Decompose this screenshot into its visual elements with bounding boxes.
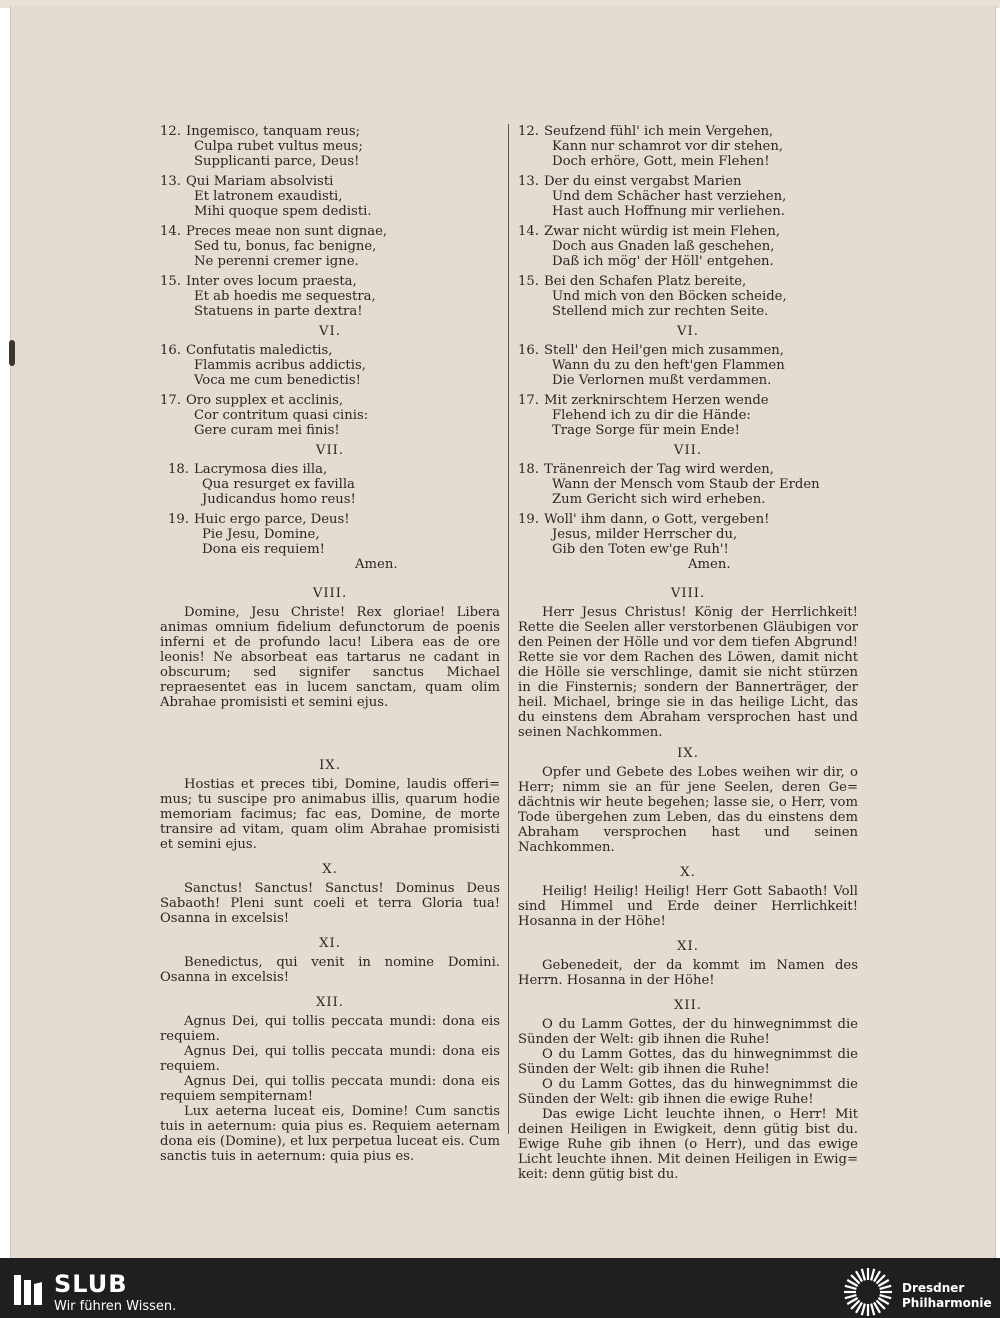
verse-line: Jesus, milder Herrscher du, (552, 527, 738, 542)
stanza (168, 512, 500, 557)
stanza-number: 19. (518, 512, 539, 527)
verse-line: Stellend mich zur rechten Seite. (552, 304, 769, 319)
verse-line: Seufzend fühl' ich mein Vergehen, (544, 124, 774, 139)
verse-line: Gere curam mei finis! (194, 423, 340, 438)
stanza-number: 13. (518, 174, 539, 189)
verse-line: Woll' ihm dann, o Gott, vergeben! (544, 512, 770, 527)
latin-stanzas-16-17 (160, 343, 500, 438)
stanza (518, 224, 858, 269)
stanza (518, 124, 858, 169)
verse-line: Oro supplex et acclinis, (186, 393, 344, 408)
verse-line: Flehend ich zu dir die Hände: (552, 408, 751, 423)
verse-line: Gib den Toten ew'ge Ruh'! (552, 542, 729, 557)
verse-line: Et ab hoedis me sequestra, (194, 289, 376, 304)
stanza (518, 174, 858, 219)
slub-logo-text[interactable]: SLUB (54, 1270, 128, 1298)
stanza (160, 343, 500, 388)
verse-line: Der du einst vergabst Marien (544, 174, 742, 189)
verse-line: Lacrymosa dies illa, (194, 462, 328, 477)
section-heading-xii: XII. (674, 998, 702, 1013)
stanza-number: 19. (168, 512, 189, 527)
logo-ray (862, 1269, 865, 1281)
paragraph-xii-2: O du Lamm Gottes, das du hinwegnimmst die Sünden der Welt: gib ihnen die Ruhe! (518, 1047, 858, 1077)
verse-line: Judicandus homo reus! (202, 492, 356, 507)
logo-ray (845, 1295, 857, 1298)
verse-line: Mit zerknirschtem Herzen wende (544, 393, 769, 408)
paragraph-xii-2: Agnus Dei, qui tollis peccata mundi: dona eis requiem. (160, 1044, 500, 1074)
section-heading-x: X. (680, 865, 696, 880)
verse-line: Doch erhöre, Gott, mein Flehen! (552, 154, 770, 169)
verse-line: Hast auch Hoffnung mir verliehen. (552, 204, 785, 219)
verse-line: Mihi quoque spem dedisti. (194, 204, 372, 219)
stanza (160, 274, 500, 319)
philharmonie-name-line2: Philharmonie (902, 1296, 992, 1310)
verse-line: Huic ergo parce, Deus! (194, 512, 350, 527)
verse-line: Trage Sorge für mein Ende! (552, 423, 740, 438)
logo-ray (880, 1295, 892, 1298)
stanza (518, 462, 858, 507)
paragraph-ix: Hostias et preces tibi, Domine, laudis offeri= mus; tu suscipe pro animabus illis, quarum hodie memoriam facimus; fac eas, Domine, de morte transire ad vitam, quam olim Abrahae promisisti et semini ejus. (160, 777, 500, 852)
latin-column (160, 124, 500, 1164)
verse-line: Preces meae non sunt dignae, (186, 224, 388, 239)
paragraph-xii-3: O du Lamm Gottes, das du hinwegnimmst die Sünden der Welt: gib ihnen die ewige Ruhe! (518, 1077, 858, 1107)
verse-line: Qua resurget ex favilla (202, 477, 355, 492)
german-stanzas-18-19 (518, 462, 858, 557)
slub-logo-icon[interactable] (12, 1272, 44, 1308)
verse-line: Kann nur schamrot vor dir stehen, (552, 139, 784, 154)
paragraph-xii-3: Agnus Dei, qui tollis peccata mundi: dona eis requiem sempiternam! (160, 1074, 500, 1104)
paragraph-x: Heilig! Heilig! Heilig! Herr Gott Sabaoth! Voll sind Himmel und Erde deiner Herrlichkeit! Hosanna in der Höhe! (518, 884, 858, 929)
verse-line: Stell' den Heil'gen mich zusammen, (544, 343, 784, 358)
verse-line: Culpa rubet vultus meus; (194, 139, 363, 154)
stanza (168, 462, 500, 507)
stanza-number: 15. (518, 274, 539, 289)
section-heading-ix: IX. (319, 758, 341, 773)
section-heading-ix: IX. (677, 746, 699, 761)
logo-ray (880, 1286, 892, 1289)
stanza (518, 343, 858, 388)
paragraph-ix: Opfer und Gebete des Lobes weihen wir dir, o Herr; nimm sie an für jene Seelen, deren Ge= dächtnis wir heute begehen; lasse sie, o Herr, vom Tode übergehen zum Leben, das du einstens dem Abraham versprochen hast und seinen Nachkommen. (518, 765, 858, 855)
section-heading-vii: VII. (315, 443, 345, 458)
german-column (518, 124, 858, 1182)
logo-ray (871, 1304, 874, 1316)
verse-line: Voca me cum benedictis! (194, 373, 361, 388)
stanza-number: 17. (160, 393, 181, 408)
latin-stanzas-12-15 (160, 124, 500, 319)
paragraph-viii: Domine, Jesu Christe! Rex gloriae! Libera animas omnium fidelium defunctorum de poenis inferni et de profundo lacu! Libera eas de ore leonis! Ne absorbeat eas tartarus ne cadant in obscurum; sed signifer sanctus Michael repraesentet eas in lucem sanctam, quam olim Abrahae promisisti et semini ejus. (160, 605, 500, 710)
paragraph-xii-1: Agnus Dei, qui tollis peccata mundi: dona eis requiem. (160, 1014, 500, 1044)
logo-ray (862, 1304, 865, 1316)
verse-line: Confutatis maledictis, (186, 343, 333, 358)
verse-line: Doch aus Gnaden laß geschehen, (552, 239, 775, 254)
page-edge-mark (9, 340, 15, 366)
verse-line: Supplicanti parce, Deus! (194, 154, 360, 169)
verse-line: Daß ich mög' der Höll' entgehen. (552, 254, 774, 269)
verse-line: Zwar nicht würdig ist mein Flehen, (544, 224, 781, 239)
stanza (160, 224, 500, 269)
verse-line: Flammis acribus addictis, (194, 358, 366, 373)
latin-stanzas-18-19 (160, 462, 500, 557)
column-divider (508, 124, 509, 1134)
paragraph-viii: Herr Jesus Christus! König der Herrlichkeit! Rette die Seelen aller verstorbenen Gläubigen vor den Peinen der Hölle und vor dem tiefen Abgrund! Rette sie vor dem Rachen des Löwen, damit nicht die Hölle sie verschlinge, damit sie nicht stürzen in die Finsternis; sondern der Bannerträger, der heil. Michael, bringe sie in das heilige Licht, das du einstens dem Abraham versprochen hast und seinen Nachkommen. (518, 605, 858, 740)
paragraph-xi: Gebenedeit, der da kommt im Namen des Herrn. Hosanna in der Höhe! (518, 958, 858, 988)
paragraph-x: Sanctus! Sanctus! Sanctus! Dominus Deus Sabaoth! Pleni sunt coeli et terra Gloria tua! Osanna in excelsis! (160, 881, 500, 926)
section-heading-xi: XI. (677, 939, 699, 954)
stanza-number: 18. (518, 462, 539, 477)
stanza (160, 393, 500, 438)
paragraph-xii-1: O du Lamm Gottes, der du hinwegnimmst die Sünden der Welt: gib ihnen die Ruhe! (518, 1017, 858, 1047)
stanza-number: 17. (518, 393, 539, 408)
verse-line: Ingemisco, tanquam reus; (186, 124, 361, 139)
verse-line: Et latronem exaudisti, (194, 189, 343, 204)
verse-line: Wann der Mensch vom Staub der Erden (552, 477, 820, 492)
paragraph-xii-4: Das ewige Licht leuchte ihnen, o Herr! Mit deinen Heiligen in Ewigkeit, denn gütig bist du. Ewige Ruhe gib ihnen (o Herr), und das ewige Licht leuchte ihnen. Mit deinen Heiligen in Ewig= keit: denn gütig bist du. (518, 1107, 858, 1182)
verse-line: Wann du zu den heft'gen Flammen (552, 358, 785, 373)
section-heading-xii: XII. (316, 995, 344, 1010)
verse-line: Bei den Schafen Platz bereite, (544, 274, 747, 289)
logo-ray (845, 1286, 857, 1289)
stanza-number: 12. (160, 124, 181, 139)
stanza (518, 512, 858, 557)
stanza (518, 274, 858, 319)
verse-line: Und dem Schächer hast verziehen, (552, 189, 787, 204)
stanza-number: 14. (160, 224, 181, 239)
section-heading-viii: VIII. (312, 586, 348, 601)
stanza-number: 16. (518, 343, 539, 358)
stanza (518, 393, 858, 438)
verse-line: Tränenreich der Tag wird werden, (544, 462, 774, 477)
section-heading-viii: VIII. (670, 586, 706, 601)
stanza (160, 124, 500, 169)
philharmonie-logo-icon[interactable] (842, 1266, 894, 1318)
stanza-number: 15. (160, 274, 181, 289)
paragraph-xii-4: Lux aeterna luceat eis, Domine! Cum sanctis tuis in aeternum: quia pius es. Requiem aeternam dona eis (Domine), et lux perpetua luceat eis. Cum sanctis tuis in aeternum: quia pius es. (160, 1104, 500, 1164)
verse-line: Die Verlornen mußt verdammen. (552, 373, 772, 388)
verse-line: Zum Gericht sich wird erheben. (552, 492, 766, 507)
verse-line: Dona eis requiem! (202, 542, 325, 557)
verse-line: Und mich von den Böcken scheide, (552, 289, 787, 304)
section-heading-xi: XI. (319, 936, 341, 951)
stanza-number: 13. (160, 174, 181, 189)
logo-ray (871, 1269, 874, 1281)
verse-line: Qui Mariam absolvisti (186, 174, 334, 189)
verse-line: Statuens in parte dextra! (194, 304, 363, 319)
philharmonie-name-line1: Dresdner (902, 1281, 965, 1295)
stanza (160, 174, 500, 219)
section-heading-vii: VII. (673, 443, 703, 458)
german-stanzas-12-15 (518, 124, 858, 319)
stanza-number: 12. (518, 124, 539, 139)
stanza-number: 16. (160, 343, 181, 358)
section-heading-vi: VI. (319, 324, 341, 339)
section-heading-vi: VI. (677, 324, 699, 339)
stanza-number: 14. (518, 224, 539, 239)
verse-line: Ne perenni cremer igne. (194, 254, 359, 269)
verse-line: Cor contritum quasi cinis: (194, 408, 369, 423)
verse-line: Sed tu, bonus, fac benigne, (194, 239, 377, 254)
german-stanzas-16-17 (518, 343, 858, 438)
paragraph-xi: Benedictus, qui venit in nomine Domini. Osanna in excelsis! (160, 955, 500, 985)
verse-line: Pie Jesu, Domine, (202, 527, 320, 542)
verse-line: Inter oves locum praesta, (186, 274, 357, 289)
amen: Amen. (688, 557, 731, 572)
stanza-number: 18. (168, 462, 189, 477)
slub-tagline: Wir führen Wissen. (54, 1299, 177, 1314)
section-heading-x: X. (322, 862, 338, 877)
amen: Amen. (355, 557, 398, 572)
